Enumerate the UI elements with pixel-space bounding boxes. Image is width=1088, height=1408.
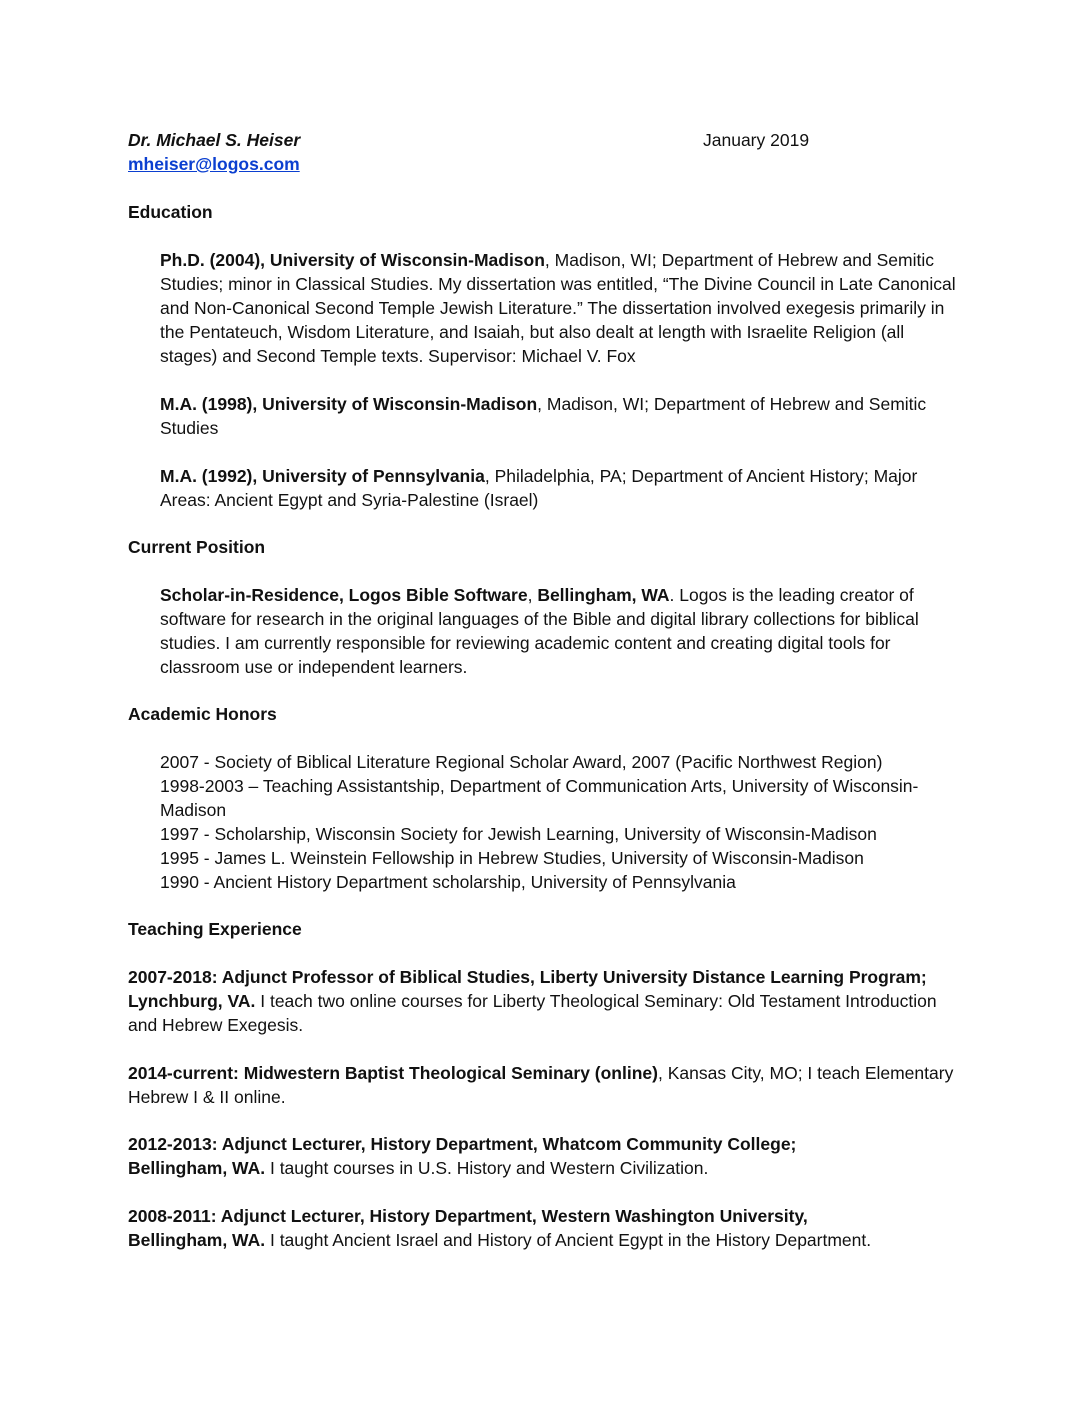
education-entry-ma-penn: [160, 464, 960, 512]
position-description: . Logos is the leading creator of software for research in the original languages of the Bible and digital library collections for biblical studies. I am currently responsible for reviewing academic content and creating digital tools for classroom use or independent learners.: [160, 585, 919, 677]
current-position-heading: Current Position: [128, 537, 266, 557]
education-entry-phd: [160, 248, 960, 368]
position-separator: ,: [527, 585, 538, 605]
teaching-entry-details: I taught Ancient Israel and History of Ancient Egypt in the History Department.: [265, 1230, 872, 1250]
teaching-entry-title: 2012-2013: Adjunct Lecturer, History Department, Whatcom Community College;: [128, 1134, 797, 1154]
education-entry-ma-wisconsin: [160, 392, 960, 440]
teaching-entry-liberty: [128, 965, 960, 1037]
teaching-entry-title: 2007-2018: Adjunct Professor of Biblical Studies, Liberty University Distance Learning Program; Lynchburg, VA.: [128, 967, 927, 1011]
teaching-entry-midwestern: [128, 1061, 960, 1109]
education-entry-details: , Philadelphia, PA; Department of Ancient History; Major Areas: Ancient Egypt and Syria-Palestine (Israel): [160, 466, 918, 510]
honor-item: 2007 - Society of Biblical Literature Regional Scholar Award, 2007 (Pacific Northwest Region): [160, 752, 883, 772]
education-entry-title: M.A. (1998), University of Wisconsin-Madison: [160, 394, 538, 414]
education-entry-details: , Madison, WI; Department of Hebrew and Semitic Studies: [160, 394, 927, 438]
education-entry-title: M.A. (1992), University of Pennsylvania: [160, 466, 485, 486]
honors-list: [160, 750, 960, 894]
teaching-heading: Teaching Experience: [128, 919, 302, 939]
author-name: Dr. Michael S. Heiser: [128, 130, 301, 150]
honor-item: 1995 - James L. Weinstein Fellowship in Hebrew Studies, University of Wisconsin-Madison: [160, 848, 864, 868]
document-date: January 2019: [703, 130, 810, 150]
teaching-entry-details: I taught courses in U.S. History and Western Civilization.: [265, 1158, 709, 1178]
teaching-entry-details: I teach two online courses for Liberty Theological Seminary: Old Testament Introduction and Hebrew Exegesis.: [128, 991, 937, 1035]
honor-item: 1997 - Scholarship, Wisconsin Society for Jewish Learning, University of Wisconsin-Madison: [160, 824, 877, 844]
teaching-entry-details: , Kansas City, MO; I teach Elementary Hebrew I & II online.: [128, 1063, 954, 1107]
teaching-entry-title: 2008-2011: Adjunct Lecturer, History Department, Western Washington University,: [128, 1206, 808, 1226]
position-location: Bellingham, WA: [537, 585, 670, 605]
education-heading: Education: [128, 202, 213, 222]
education-entry-details: , Madison, WI; Department of Hebrew and Semitic Studies; minor in Classical Studies. My dissertation was entitled, “The Divine Council in Late Canonical and Non-Canonical Second Temple Jewish Literature.” The dissertation involved exegesis primarily in the Pentateuch, Wisdom Literature, and Isaiah, but also dealt at length with Israelite Religion (all stages) and Second Temple texts. Supervisor: Michael V. Fox: [160, 250, 956, 366]
honor-item: 1990 - Ancient History Department scholarship, University of Pennsylvania: [160, 872, 736, 892]
teaching-entry-whatcom: [128, 1132, 960, 1180]
teaching-entry-wwu: [128, 1204, 960, 1252]
education-entry-title: Ph.D. (2004), University of Wisconsin-Madison: [160, 250, 545, 270]
position-title: Scholar-in-Residence, Logos Bible Software: [160, 585, 528, 605]
current-position-entry: [160, 583, 960, 679]
honor-item: 1998-2003 – Teaching Assistantship, Department of Communication Arts, University of Wisconsin-Madison: [160, 776, 919, 820]
teaching-entry-location: Bellingham, WA.: [128, 1230, 266, 1250]
teaching-entry-title: 2014-current: Midwestern Baptist Theological Seminary (online): [128, 1063, 658, 1083]
teaching-entry-location: Bellingham, WA.: [128, 1158, 266, 1178]
honors-heading: Academic Honors: [128, 704, 277, 724]
email-link[interactable]: mheiser@logos.com: [128, 154, 300, 174]
